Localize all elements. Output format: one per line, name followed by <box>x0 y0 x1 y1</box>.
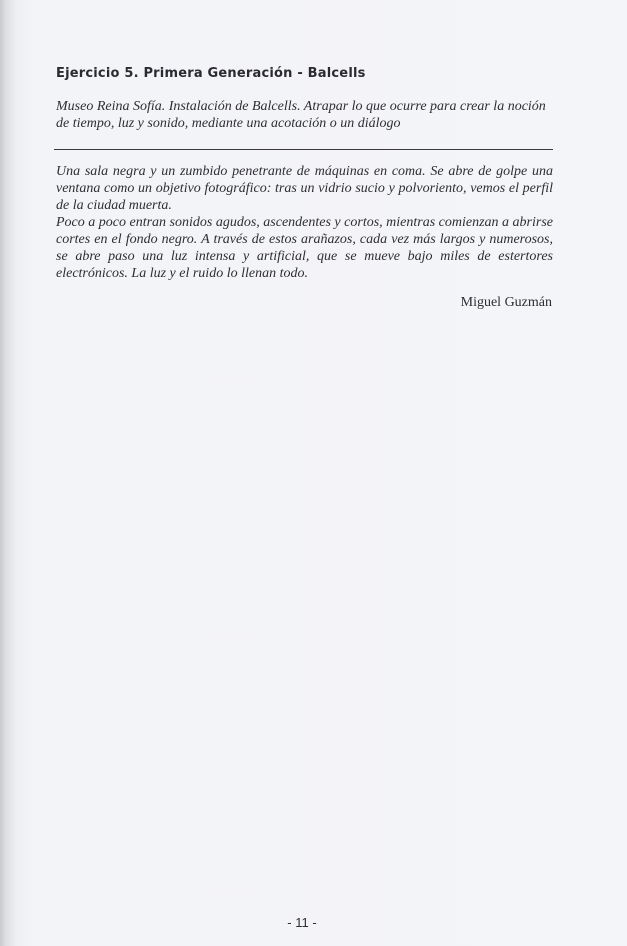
exercise-response <box>56 163 553 282</box>
response-paragraph: Una sala negra y un zumbido penetrante de máquinas en coma. Se abre de golpe una ventana como un objetivo fotográfico: tras un vidrio sucio y polvoriento, vemos el perfil de la ciudad muerta. <box>56 164 553 213</box>
author-name: Miguel Guzmán <box>460 295 552 310</box>
response-paragraph: Poco a poco entran sonidos agudos, ascendentes y cortos, mientras comienzan a abrirse cortes en el fondo negro. A través de estos arañazos, cada vez más largos y numerosos, se abre paso una luz intensa y artificial, que se mueve bajo miles de estertores electrónicos. La luz y el ruido lo llenan todo. <box>56 215 553 281</box>
page-number: - 11 - <box>287 915 317 930</box>
separator-rule <box>54 149 553 150</box>
exercise-heading: Ejercicio 5. Primera Generación - Balcells <box>56 66 366 81</box>
exercise-prompt: Museo Reina Sofía. Instalación de Balcells. Atrapar lo que ocurre para crear la noción de tiempo, luz y sonido, mediante una acotación o un diálogo <box>56 99 546 131</box>
